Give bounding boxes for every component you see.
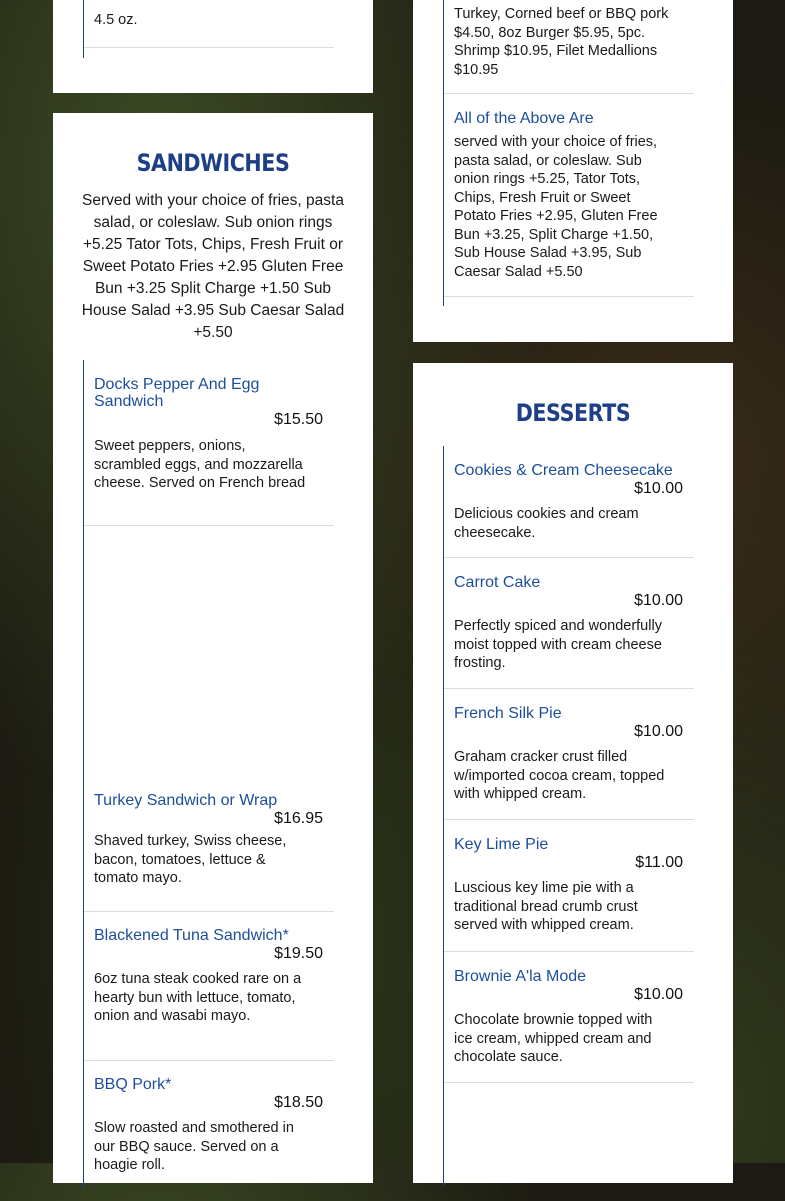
menu-item [444, 0, 694, 94]
item-name: Turkey Sandwich or Wrap [94, 792, 278, 809]
item-description: Delicious cookies and cream cheesecake. [454, 506, 639, 541]
sandwich-list [83, 360, 334, 1190]
item-price: $10.00 [634, 592, 683, 609]
item-price: $16.95 [274, 810, 323, 827]
menu-card-top-right [413, 0, 733, 342]
section-intro: Served with your choice of fries, pasta salad, or coleslaw. Sub onion rings +5.25 Tator Tots, Chips, Fresh Fruit or Sweet Potato Fries +2.95 Gluten Free Bun +3.25 Split Charge +1.50 Sub House Salad +3.95 Sub Caesar Salad +5.50 [81, 192, 345, 341]
menu-item [444, 94, 694, 297]
sandwiches-card [53, 113, 373, 1183]
item-description: Slow roasted and smothered in our BBQ sauce. Served on a hoagie roll. [94, 1120, 294, 1173]
menu-card-top-left [53, 0, 373, 93]
menu-item [444, 446, 694, 558]
item-description: Luscious key lime pie with a traditional bread crumb crust served with whipped cream. [454, 880, 638, 933]
menu-item [84, 792, 334, 912]
item-name: Carrot Cake [454, 574, 541, 591]
item-description: 4.5 oz. [94, 12, 138, 28]
item-name: Blackened Tuna Sandwich* [94, 927, 289, 944]
menu-list [443, 0, 694, 306]
menu-item [84, 0, 334, 48]
item-description: Chocolate brownie topped with ice cream, whipped cream and chocolate sauce. [454, 1012, 653, 1065]
item-description: 6oz tuna steak cooked rare on a hearty bun with lettuce, tomato, onion and wasabi mayo. [94, 971, 302, 1024]
menu-list [83, 0, 334, 58]
item-description: Graham cracker crust filled w/imported cocoa cream, topped with whipped cream. [454, 749, 665, 802]
item-name: Brownie A'la Mode [454, 968, 587, 985]
menu-item [84, 912, 334, 1061]
item-price: $15.50 [274, 411, 323, 428]
section-title: DESSERTS [515, 399, 631, 427]
item-price: $10.00 [634, 480, 683, 497]
item-name: Cookies & Cream Cheesecake [454, 462, 673, 479]
dessert-list [443, 446, 694, 1186]
item-name: BBQ Pork* [94, 1076, 172, 1093]
item-name: French Silk Pie [454, 705, 562, 722]
item-price: $10.00 [634, 723, 683, 740]
menu-item [444, 952, 694, 1083]
item-description: served with your choice of fries, pasta salad, or coleslaw. Sub onion rings +5.25, Tator Tots, Chips, Fresh Fruit or Sweet Potato Fries +2.95, Gluten Free Bun +3.25, Split Charge +1.50, Sub House Salad +3.95, Sub Caesar Salad +5.50 [454, 134, 658, 280]
menu-item [84, 1061, 334, 1201]
menu-item [444, 689, 694, 820]
item-name: Key Lime Pie [454, 836, 549, 853]
item-name: Docks Pepper And Egg Sandwich [94, 376, 260, 410]
item-price: $19.50 [274, 945, 323, 962]
menu-item [444, 558, 694, 689]
item-description: Shaved turkey, Swiss cheese, bacon, tomatoes, lettuce & tomato mayo. [94, 833, 287, 886]
item-description: Turkey, Corned beef or BBQ pork $4.50, 8oz Burger $5.95, 5pc. Shrimp $10.95, Filet Medallions $10.95 [454, 6, 669, 78]
menu-item [84, 360, 334, 526]
desserts-card [413, 363, 733, 1183]
item-price: $11.00 [635, 854, 683, 871]
empty-space [84, 526, 334, 792]
item-price: $18.50 [274, 1094, 323, 1111]
item-description: Perfectly spiced and wonderfully moist topped with cream cheese frosting. [454, 618, 662, 671]
item-name: All of the Above Are [454, 110, 594, 127]
item-price: $10.00 [634, 986, 683, 1003]
section-title: SANDWICHES [136, 149, 290, 177]
menu-item [444, 820, 694, 952]
item-description: Sweet peppers, onions, scrambled eggs, and mozzarella cheese. Served on French bread [94, 438, 306, 491]
